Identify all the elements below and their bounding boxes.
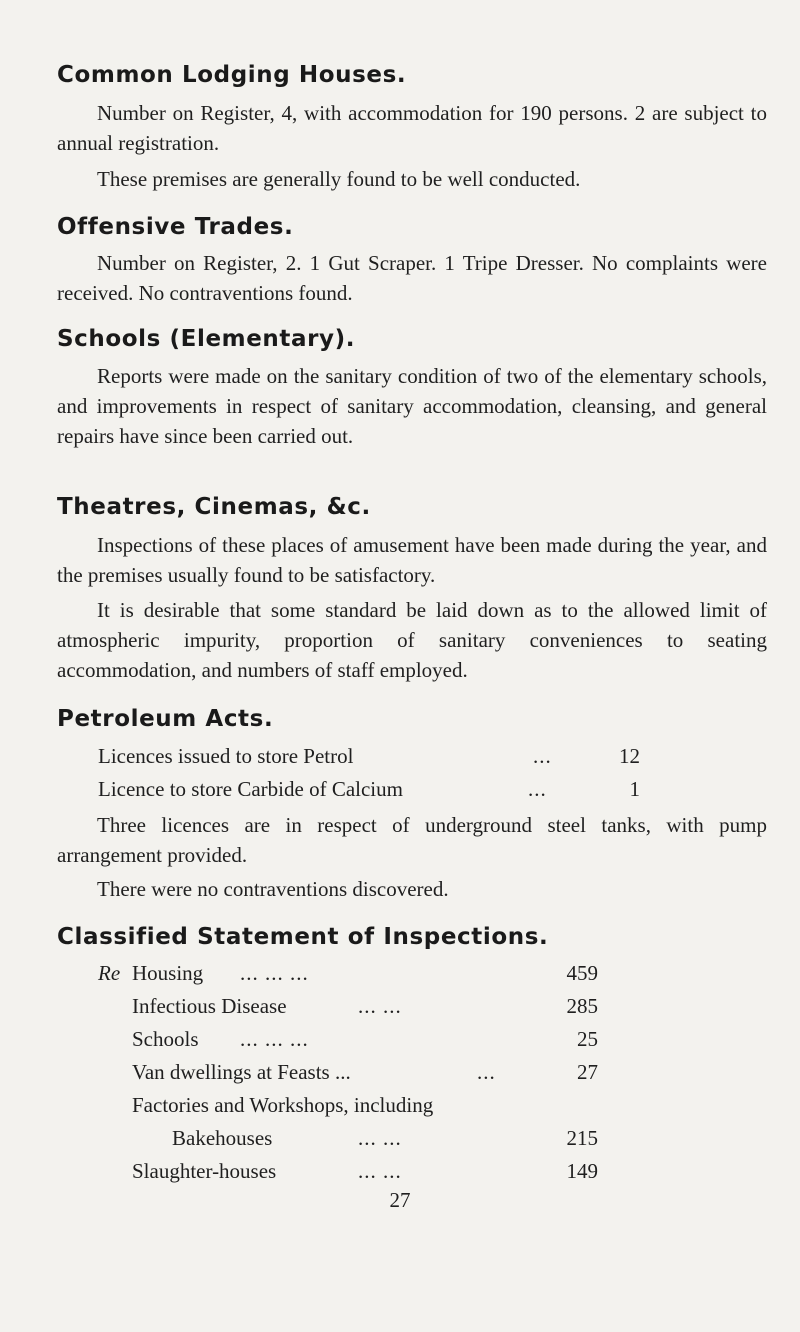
inspection-row <box>132 1090 632 1120</box>
inspection-row <box>132 1123 632 1153</box>
leader-dots: ... <box>477 1060 496 1084</box>
leader-dots: ... ... <box>358 1126 402 1150</box>
paragraph-theatres-inspections: Inspections of these places of amusement have been made during the year, and the premises usually found to be satisfactory. <box>57 533 767 587</box>
licence-row <box>98 774 698 804</box>
paragraph-lodging-conduct: These premises are generally found to be well conducted. <box>97 167 581 191</box>
leader-dots: ... <box>533 744 552 768</box>
leader-dots: ... ... <box>358 994 402 1018</box>
heading-offensive-trades: Offensive Trades. <box>57 214 294 240</box>
inspection-label: Factories and Workshops, including <box>132 1093 434 1117</box>
inspection-row <box>132 1057 632 1087</box>
paragraph-petroleum-contraventions: There were no contraventions discovered. <box>97 877 449 901</box>
paragraph-petroleum-tanks: Three licences are in respect of underground steel tanks, with pump arrangement provided. <box>57 813 767 867</box>
heading-schools-elementary: Schools (Elementary). <box>57 326 356 352</box>
leader-dots: ... <box>528 777 547 801</box>
licence-label: Licences issued to store Petrol <box>98 744 354 768</box>
page-number: 27 <box>389 1188 411 1212</box>
inspection-count: 149 <box>566 1159 598 1183</box>
heading-theatres-cinemas: Theatres, Cinemas, &c. <box>57 494 371 520</box>
licence-count: 12 <box>619 744 640 768</box>
inspection-row <box>132 1024 632 1054</box>
inspection-count: 285 <box>566 994 598 1018</box>
leader-dots: ... ... ... <box>240 961 309 985</box>
leader-dots: ... ... ... <box>240 1027 309 1051</box>
licence-count: 1 <box>629 777 640 801</box>
inspection-count: 25 <box>577 1027 598 1051</box>
heading-classified-statement: Classified Statement of Inspections. <box>57 924 549 950</box>
inspection-row <box>132 958 632 988</box>
paragraph-theatres-standard: It is desirable that some standard be laid down as to the allowed limit of atmospheric impurity, proportion of sanitary conveniences to seating accommodation, and numbers of staff employed. <box>57 598 767 682</box>
inspection-count: 459 <box>566 961 598 985</box>
inspection-label: Bakehouses <box>172 1126 273 1150</box>
inspection-row <box>132 1156 632 1186</box>
paragraph-offensive-register: Number on Register, 2. 1 Gut Scraper. 1 Tripe Dresser. No complaints were received. No contraventions found. <box>57 251 767 305</box>
leader-dots: ... ... <box>358 1159 402 1183</box>
licence-label: Licence to store Carbide of Calcium <box>98 777 403 801</box>
inspection-label: Infectious Disease <box>132 994 287 1018</box>
licence-row <box>98 741 698 771</box>
inspection-count: 27 <box>577 1060 598 1084</box>
inspection-label: Schools <box>132 1027 199 1051</box>
inspection-label: Housing <box>132 961 204 985</box>
inspection-label: Slaughter-houses <box>132 1159 277 1183</box>
inspection-count: 215 <box>566 1126 598 1150</box>
heading-common-lodging-houses: Common Lodging Houses. <box>57 62 407 88</box>
inspection-label: Van dwellings at Feasts ... <box>132 1060 351 1084</box>
re-prefix: Re <box>98 961 121 985</box>
paragraph-lodging-register: Number on Register, 4, with accommodation for 190 persons. 2 are subject to annual registration. <box>57 101 767 155</box>
heading-petroleum-acts: Petroleum Acts. <box>57 706 274 732</box>
inspection-row <box>132 991 632 1021</box>
paragraph-schools-reports: Reports were made on the sanitary condition of two of the elementary schools, and improvements in respect of sanitary accommodation, cleansing, and general repairs have since been carried out. <box>57 364 767 448</box>
